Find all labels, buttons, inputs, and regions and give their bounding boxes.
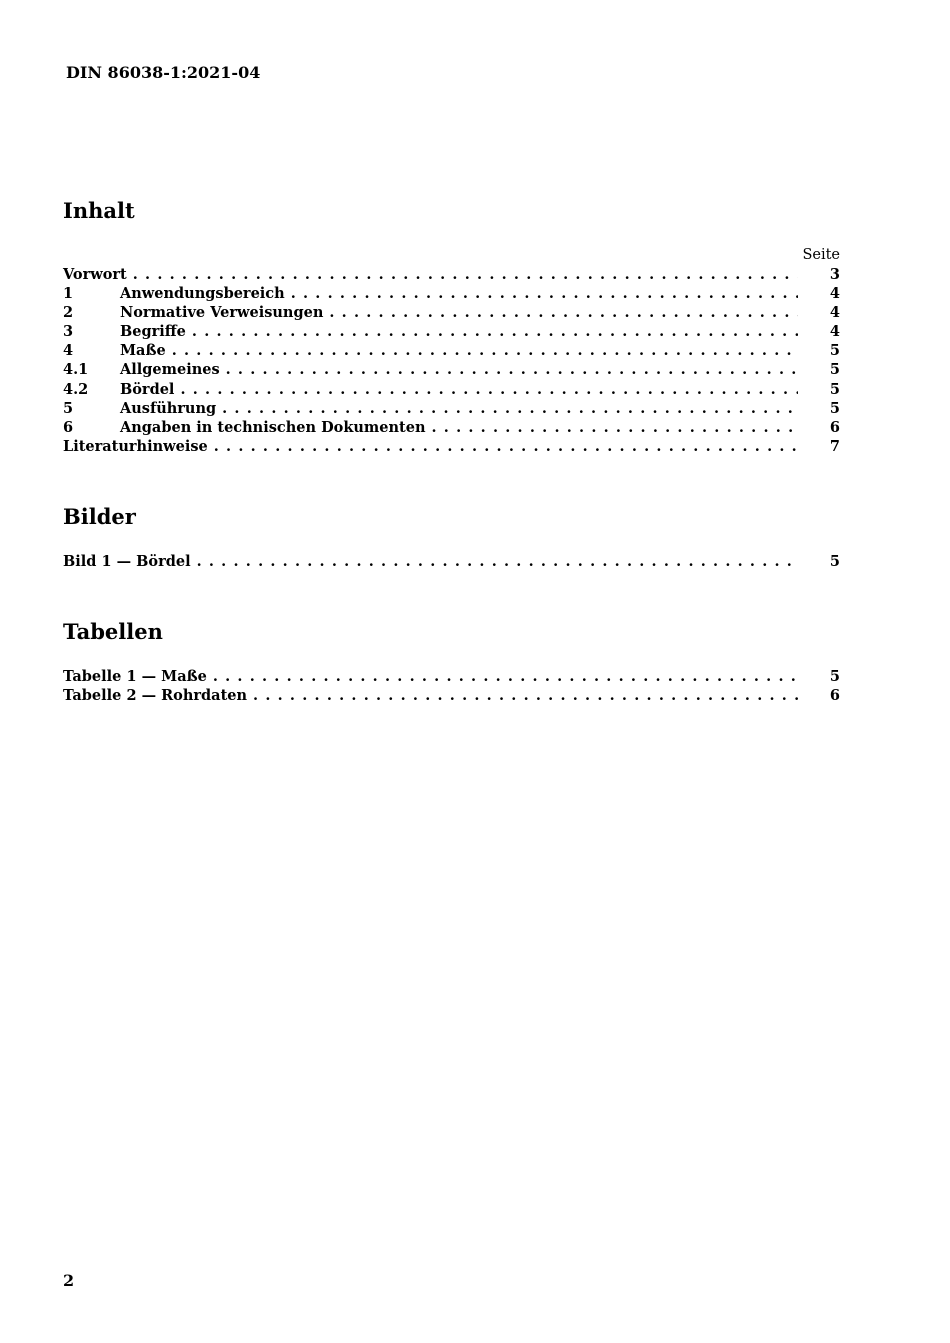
toc-leader-dots [180, 380, 798, 399]
table-entry-title: Tabelle 2 — Rohrdaten [63, 687, 248, 705]
toc-entry-page: 5 [829, 399, 840, 417]
toc-entry-number: 5 [63, 399, 74, 417]
toc-entry-vorwort[interactable] [63, 265, 840, 284]
toc-entry-page: 7 [829, 437, 840, 455]
document-id: DIN 86038-1:2021-04 [66, 63, 261, 82]
toc-entry-page: 4 [829, 304, 840, 322]
figures-list [63, 552, 840, 571]
toc-leader-dots [431, 418, 798, 437]
toc-entry-number: 6 [63, 418, 74, 436]
toc-leader-dots [226, 360, 798, 379]
toc-entry-boerdel[interactable] [63, 380, 840, 399]
figure-entry-title: Bild 1 — Bördel [63, 553, 191, 570]
toc-entry-anwendungsbereich[interactable] [63, 284, 840, 303]
toc-entry-begriffe[interactable] [63, 322, 840, 341]
toc-entry-title: Anwendungsbereich [120, 285, 285, 303]
table-entry[interactable] [63, 686, 840, 705]
toc-entry-number: 4.2 [63, 380, 89, 398]
table-entry[interactable] [63, 667, 840, 686]
toc-leader-dots [214, 437, 798, 456]
contents-list [63, 265, 840, 456]
toc-entry-title: Bördel [120, 380, 175, 398]
toc-entry-number: 1 [63, 285, 74, 303]
toc-leader-dots [172, 341, 798, 360]
toc-entry-page: 4 [829, 285, 840, 303]
toc-entry-ausfuehrung[interactable] [63, 399, 840, 418]
toc-leader-dots [222, 399, 798, 418]
toc-entry-title: Begriffe [120, 323, 186, 341]
toc-leader-dots [253, 686, 798, 705]
toc-entry-page: 5 [829, 342, 840, 360]
toc-entry-literaturhinweise[interactable] [63, 437, 840, 456]
toc-entry-masse[interactable] [63, 341, 840, 360]
page-column-label: Seite [802, 247, 840, 263]
figure-entry-page: 5 [829, 553, 840, 570]
tables-list [63, 667, 840, 705]
toc-entry-number: 2 [63, 304, 74, 322]
toc-entry-title: Angaben in technischen Dokumenten [120, 418, 426, 436]
toc-leader-dots [192, 322, 798, 341]
toc-entry-number: 3 [63, 323, 74, 341]
toc-entry-normative-verweisungen[interactable] [63, 303, 840, 322]
contents-heading: Inhalt [63, 198, 135, 223]
toc-entry-page: 4 [829, 323, 840, 341]
toc-leader-dots [329, 303, 798, 322]
toc-leader-dots [213, 667, 798, 686]
toc-entry-number: 4.1 [63, 361, 89, 379]
toc-entry-title: Allgemeines [120, 361, 220, 379]
page-number: 2 [63, 1271, 75, 1290]
table-entry-title: Tabelle 1 — Maße [63, 668, 207, 685]
table-entry-page: 5 [829, 668, 840, 685]
toc-entry-page: 6 [829, 418, 840, 436]
toc-entry-page: 3 [829, 266, 840, 283]
toc-entry-allgemeines[interactable] [63, 360, 840, 379]
toc-entry-title: Vorwort [63, 266, 127, 283]
toc-entry-title: Maße [120, 342, 166, 360]
toc-entry-title: Normative Verweisungen [120, 304, 324, 322]
figures-heading: Bilder [63, 504, 136, 529]
toc-leader-dots [197, 552, 798, 571]
toc-entry-number: 4 [63, 342, 74, 360]
table-entry-page: 6 [829, 687, 840, 705]
figure-entry[interactable] [63, 552, 840, 571]
toc-entry-page: 5 [829, 361, 840, 379]
toc-leader-dots [133, 265, 798, 284]
toc-entry-angaben[interactable] [63, 418, 840, 437]
toc-entry-title: Literaturhinweise [63, 437, 208, 455]
toc-leader-dots [291, 284, 798, 303]
toc-entry-title: Ausführung [120, 399, 217, 417]
toc-entry-page: 5 [829, 380, 840, 398]
tables-heading: Tabellen [63, 619, 163, 644]
